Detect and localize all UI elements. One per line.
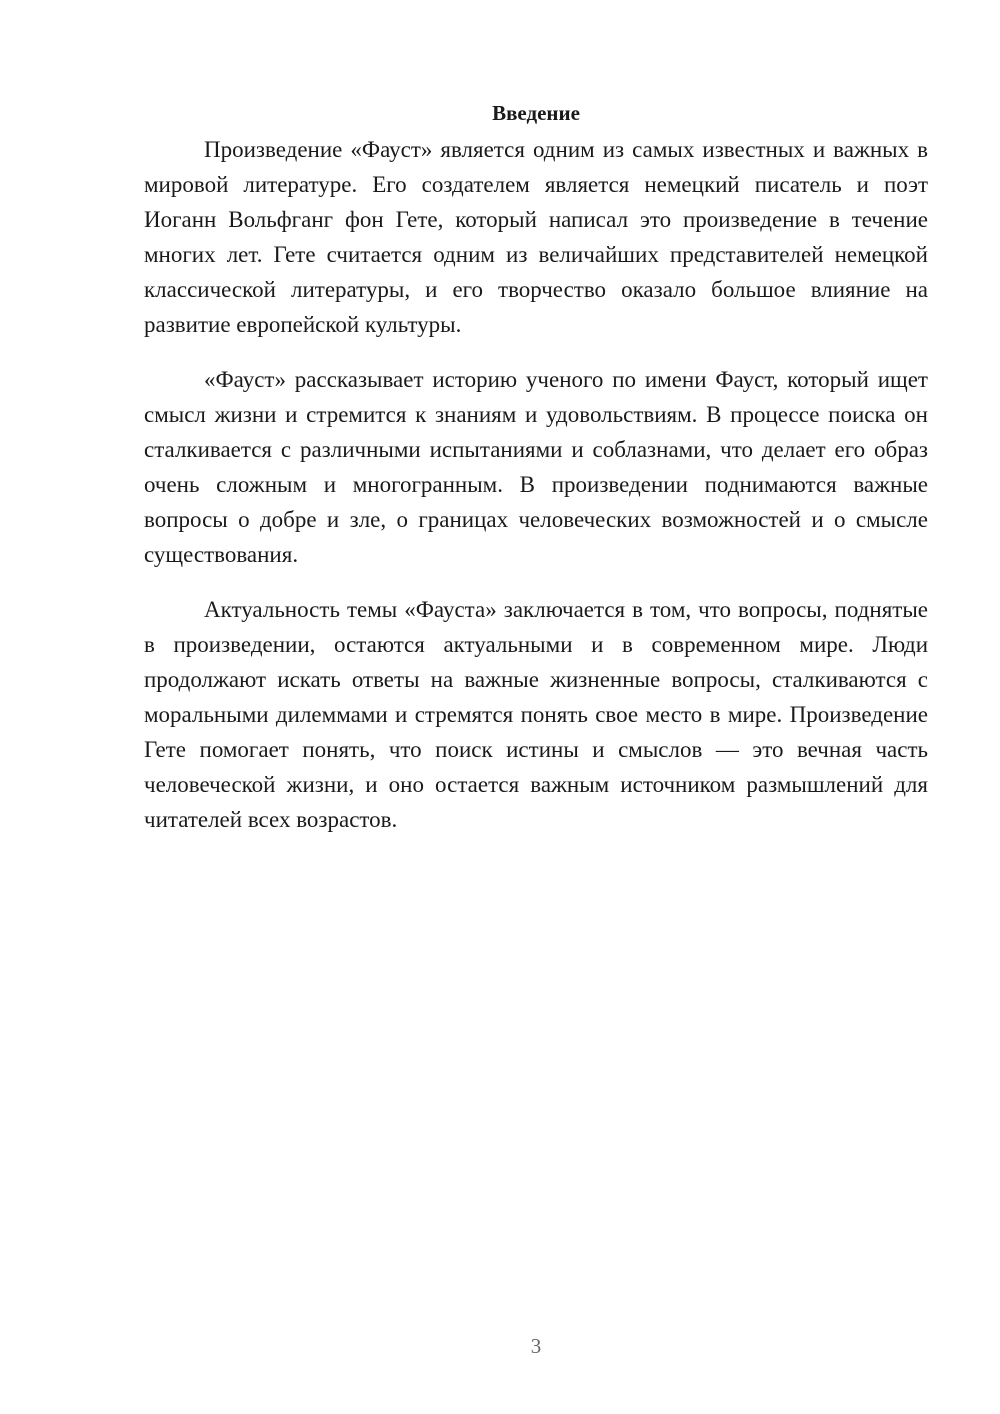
paragraph-1: Произведение «Фауст» является одним из самых известных и важных в мировой литературе. Его создателем является немецкий писатель и поэт Иоганн Вольфганг фон Гете, который написал это произведение в течение многих лет. Гете считается одним из величайших представителей немецкой классической литературы, и его творчество оказало большое влияние на развитие европейской культуры. xyxy=(144,137,928,337)
paragraph-3: Актуальность темы «Фауста» заключается в том, что вопросы, поднятые в произведении, остаются актуальными и в современном мире. Люди продолжают искать ответы на важные жизненные вопросы, сталкиваются с моральными дилеммами и стремятся понять свое место в мире. Произведение Гете помогает понять, что поиск истины и смыслов — это вечная часть человеческой жизни, и оно остается важным источником размышлений для читателей всех возрастов. xyxy=(144,597,928,832)
paragraph-2: «Фауст» рассказывает историю ученого по имени Фауст, который ищет смысл жизни и стремится к знаниям и удовольствиям. В процессе поиска он сталкивается с различными испытаниями и соблазнами, что делает его образ очень сложным и многогранным. В произведении поднимаются важные вопросы о добре и зле, о границах человеческих возможностей и о смысле существования. xyxy=(144,367,928,567)
page-number: 3 xyxy=(530,1334,542,1358)
section-title: Введение xyxy=(492,101,580,125)
page-content xyxy=(144,96,928,857)
